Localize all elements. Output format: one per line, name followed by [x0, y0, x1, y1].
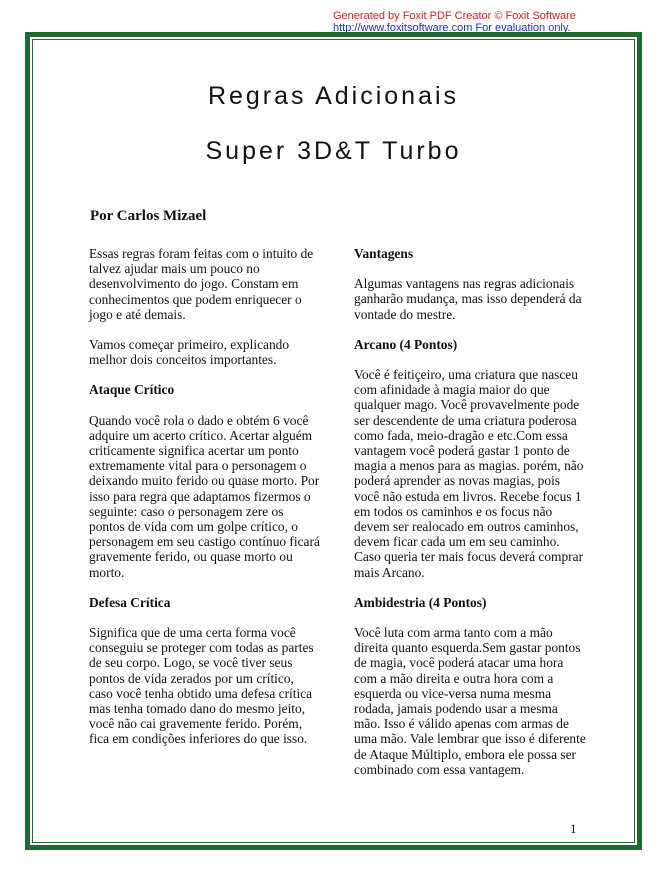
page-subtitle: Super 3D&T Turbo — [205, 137, 462, 165]
page-title: Regras Adicionais — [207, 82, 460, 110]
ambidestria-text: Você luta com arma tanto com a mão direita quanto esquerda.Sem gastar pontos de magia, você poderá atacar uma hora com a mão direita e outra hora com a esquerda ou vice-versa numa mesma rodada, jamais podendo usar a mesma mão. Isso é válido apenas com armas de uma mão. Vale lembrar que isso é diferente de Ataque Múltiplo, embora ele possa ser combinado com essa vantagem. — [354, 625, 586, 777]
page-number: 1 — [570, 821, 577, 836]
section-heading-defesa-critica: Defesa Crítica — [89, 594, 171, 610]
intro-paragraph-2: Vamos começar primeiro, explicando melhor dois conceitos importantes. — [89, 337, 290, 368]
author-byline: Por Carlos Mizael — [90, 208, 207, 224]
defesa-critica-text: Significa que de uma certa forma você conseguiu se proteger com todas as partes de seu corpo. Logo, se você tiver seus pontos de vida zerados por um crítico, caso você tenha obtido uma defesa crítica mas tenha tomado dano do mesmo jeito, você não cai gravemente ferido. Porém, fica em condições inferiores do que isso. — [89, 625, 314, 747]
section-heading-ataque-critico: Ataque Crítico — [89, 382, 175, 398]
ataque-critico-text: Quando você rola o dado e obtém 6 você adquire um acerto crítico. Acertar alguém criticamente significa acertar um ponto extremamente vital para o personagem o deixando muito ferido ou quase morto. Por isso para regra que adaptamos fizermos o seguinte: caso o personagem zere os pontos de vida com um golpe crítico, o personagem em seu castigo contínuo ficará gravemente ferido, ou quase morto ou morto. — [89, 412, 320, 580]
left-column — [89, 246, 321, 762]
section-heading-arcano: Arcano (4 Pontos) — [354, 336, 458, 352]
watermark-text: Generated by Foxit PDF Creator © Foxit Software — [333, 10, 576, 22]
watermark — [333, 10, 576, 34]
section-heading-ambidestria: Ambidestria (4 Pontos) — [354, 594, 487, 610]
intro-paragraph: Essas regras foram feitas com o intuito de talvez ajudar mais um pouco no desenvolvimento do jogo. Constam em conhecimentos que podem enriquecer o jogo e até demais. — [89, 246, 314, 322]
arcano-text: Você é feitiçeiro, uma criatura que nasceu com afinidade à magia maior do que qualquer mago. Você provavelmente pode ser descendente de uma criatura poderosa como fada, meio-dragão e etc.Com essa vantagem você poderá gastar 1 ponto de magia a menos para as magias. porém, não poderá aprender as novas magias, pois você não estuda em livros. Recebe focus 1 em todos os caminhos e os focus não devem ser realocado em outros caminhos, devem ficar cada um em seu caminho. Caso queria ter mais focus deverá comprar mais Arcano. — [354, 367, 584, 580]
vantagens-text: Algumas vantagens nas regras adicionais ganharão mudança, mas isso dependerá da vontade do mestre. — [354, 276, 582, 322]
right-column — [354, 246, 586, 792]
section-heading-vantagens: Vantagens — [354, 246, 414, 261]
watermark-link[interactable]: http://www.foxitsoftware.com For evaluation only. — [333, 22, 571, 34]
